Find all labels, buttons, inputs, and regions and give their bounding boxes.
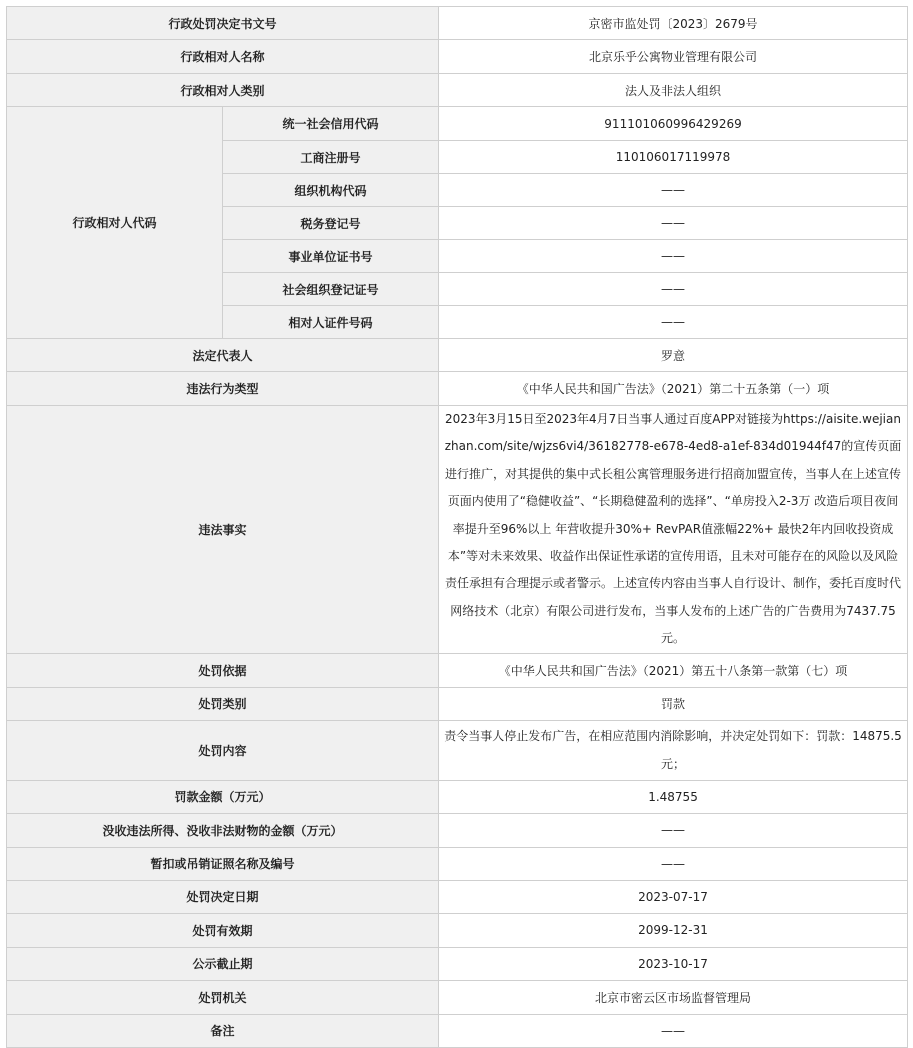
table-row xyxy=(7,1014,908,1047)
publicity-end-label: 公示截止期 xyxy=(7,947,439,980)
social-org-value: —— xyxy=(439,273,908,306)
party-type-value: 法人及非法人组织 xyxy=(439,74,908,107)
table-row xyxy=(7,107,908,141)
violation-type-label: 违法行为类型 xyxy=(7,372,439,406)
decision-no-value: 京密市监处罚〔2023〕2679号 xyxy=(439,7,908,40)
table-row xyxy=(7,813,908,847)
valid-until-value: 2099-12-31 xyxy=(439,913,908,947)
tax-reg-value: —— xyxy=(439,207,908,240)
penalty-type-label: 处罚类别 xyxy=(7,687,439,720)
org-code-value: —— xyxy=(439,174,908,207)
authority-value: 北京市密云区市场监督管理局 xyxy=(439,980,908,1014)
violation-type-value: 《中华人民共和国广告法》（2021）第二十五条第（一）项 xyxy=(439,372,908,406)
table-row xyxy=(7,339,908,372)
id-number-label: 相对人证件号码 xyxy=(223,306,439,339)
violation-facts-value: 2023年3月15日至2023年4月7日当事人通过百度APP对链接为https://aisite.wejianzhan.com/site/wjzs6vi4/36182778-e678-4ed8-a1ef-834d01944f47的宣传页面进行推广，对其提供的集中式长租公寓管理服务进行招商加盟宣传，当事人在上述宣传页面内使用了“稳健收益”、“长期稳健盈利的选择”、“单房投入2-3万 改造后项目夜间率提升至96%以上 年营收提升30%+ RevPAR值涨幅22%+ 最快2年内回收投资成本”等对未来效果、收益作出保证性承诺的宣传用语，且未对可能存在的风险以及风险责任承担有合理提示或者警示。上述宣传内容由当事人自行设计、制作，委托百度时代网络技术（北京）有限公司进行发布，当事人发布的上述广告的广告费用为7437.75元。 xyxy=(439,406,908,654)
decision-date-value: 2023-07-17 xyxy=(439,880,908,913)
penalty-content-label: 处罚内容 xyxy=(7,720,439,780)
penalty-info-table xyxy=(6,6,908,1048)
fine-amount-label: 罚款金额（万元） xyxy=(7,780,439,813)
table-row xyxy=(7,913,908,947)
remarks-value: —— xyxy=(439,1014,908,1047)
table-row xyxy=(7,406,908,654)
table-row xyxy=(7,40,908,74)
legal-rep-label: 法定代表人 xyxy=(7,339,439,372)
table-row xyxy=(7,847,908,880)
credit-code-value: 911101060996429269 xyxy=(439,107,908,141)
tax-reg-label: 税务登记号 xyxy=(223,207,439,240)
fine-amount-value: 1.48755 xyxy=(439,780,908,813)
penalty-content-value: 责令当事人停止发布广告，在相应范围内消除影响，并决定处罚如下：罚款：14875.5元； xyxy=(439,720,908,780)
license-suspend-value: —— xyxy=(439,847,908,880)
penalty-basis-value: 《中华人民共和国广告法》（2021）第五十八条第一款第（七）项 xyxy=(439,653,908,687)
party-name-label: 行政相对人名称 xyxy=(7,40,439,74)
table-row xyxy=(7,372,908,406)
credit-code-label: 统一社会信用代码 xyxy=(223,107,439,141)
business-reg-value: 110106017119978 xyxy=(439,141,908,174)
party-code-label: 行政相对人代码 xyxy=(7,107,223,339)
penalty-basis-label: 处罚依据 xyxy=(7,653,439,687)
table-row xyxy=(7,7,908,40)
authority-label: 处罚机关 xyxy=(7,980,439,1014)
institution-cert-value: —— xyxy=(439,240,908,273)
remarks-label: 备注 xyxy=(7,1014,439,1047)
party-name-value: 北京乐乎公寓物业管理有限公司 xyxy=(439,40,908,74)
table-row xyxy=(7,980,908,1014)
table-row xyxy=(7,880,908,913)
table-row xyxy=(7,687,908,720)
org-code-label: 组织机构代码 xyxy=(223,174,439,207)
social-org-label: 社会组织登记证号 xyxy=(223,273,439,306)
confiscation-value: —— xyxy=(439,813,908,847)
decision-no-label: 行政处罚决定书文号 xyxy=(7,7,439,40)
publicity-end-value: 2023-10-17 xyxy=(439,947,908,980)
decision-date-label: 处罚决定日期 xyxy=(7,880,439,913)
table-row xyxy=(7,947,908,980)
id-number-value: —— xyxy=(439,306,908,339)
table-row xyxy=(7,780,908,813)
table-row xyxy=(7,653,908,687)
business-reg-label: 工商注册号 xyxy=(223,141,439,174)
table-row xyxy=(7,720,908,780)
table-row xyxy=(7,74,908,107)
license-suspend-label: 暂扣或吊销证照名称及编号 xyxy=(7,847,439,880)
valid-until-label: 处罚有效期 xyxy=(7,913,439,947)
legal-rep-value: 罗意 xyxy=(439,339,908,372)
penalty-type-value: 罚款 xyxy=(439,687,908,720)
institution-cert-label: 事业单位证书号 xyxy=(223,240,439,273)
party-type-label: 行政相对人类别 xyxy=(7,74,439,107)
confiscation-label: 没收违法所得、没收非法财物的金额（万元） xyxy=(7,813,439,847)
violation-facts-label: 违法事实 xyxy=(7,406,439,654)
